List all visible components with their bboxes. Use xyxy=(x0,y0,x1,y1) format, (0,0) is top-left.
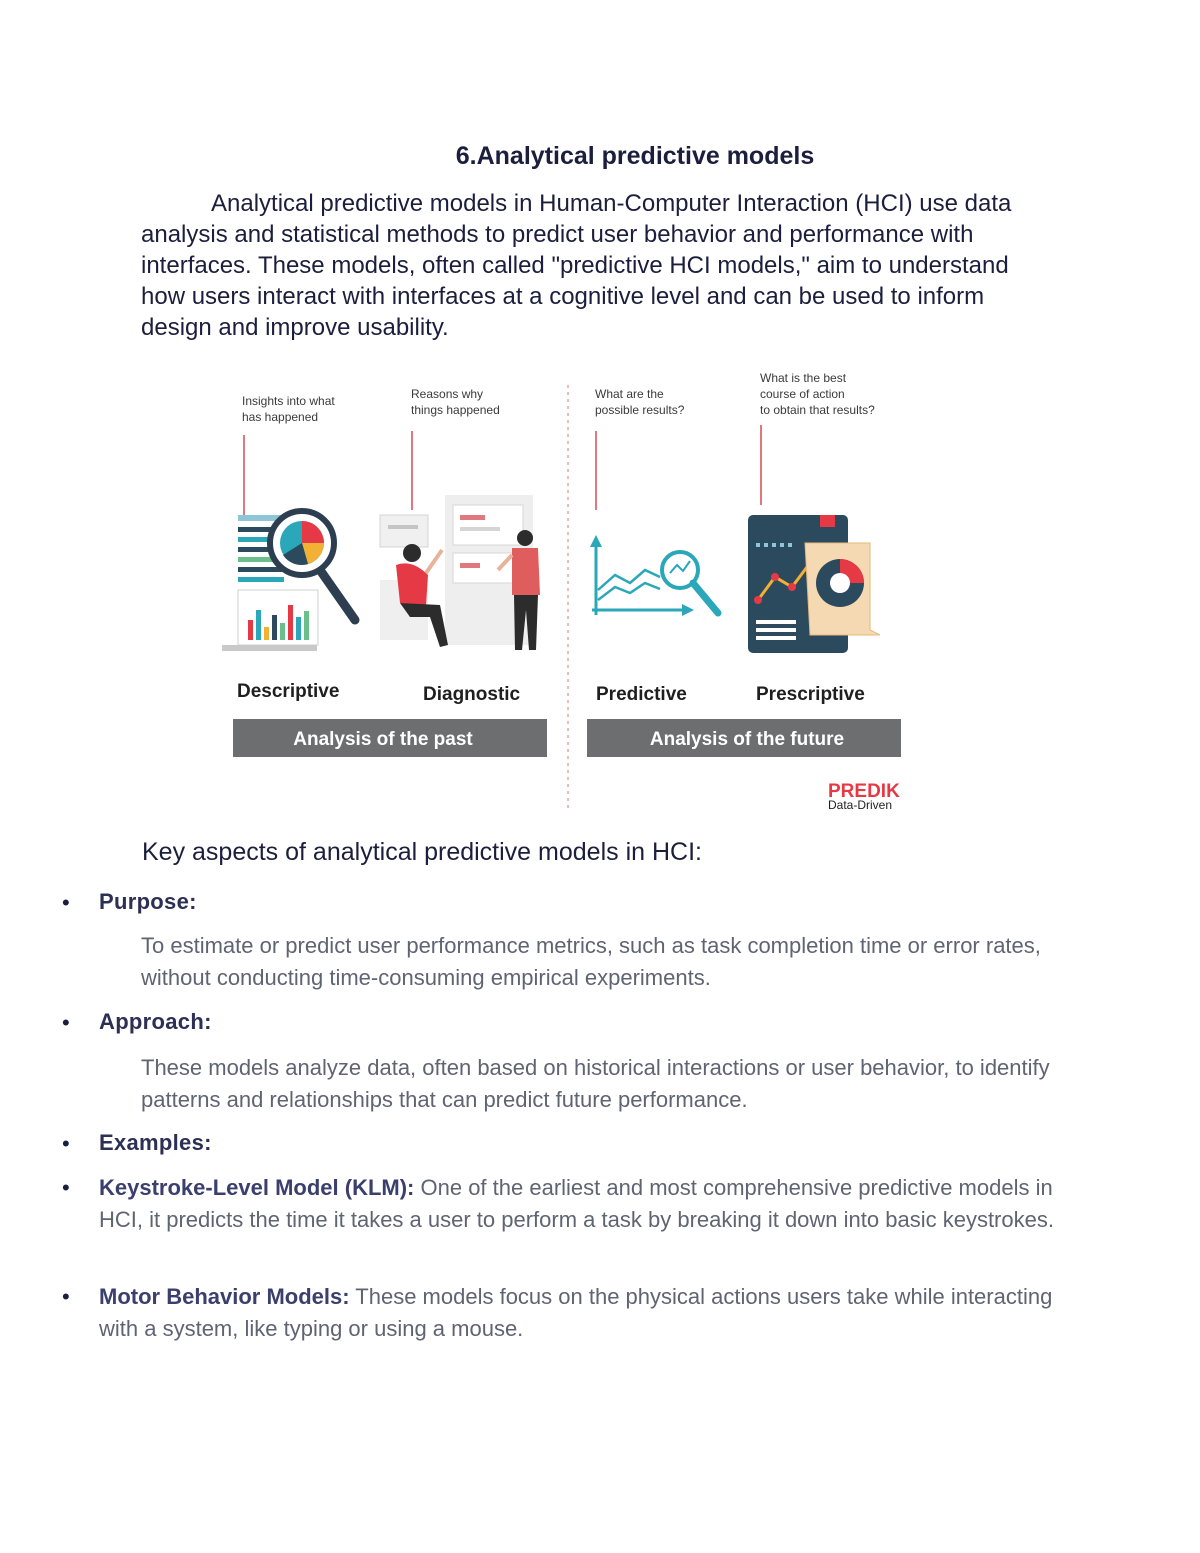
approach-text: These models analyze data, often based on historical interactions or user behavior, to identify patterns and relationships that can predict future performance. xyxy=(141,1055,1050,1112)
bullet-purpose: • xyxy=(62,890,70,915)
bar-analysis-past-label: Analysis of the past xyxy=(293,729,473,750)
caption-diagnostic-1: Reasons why xyxy=(411,387,484,401)
key-aspects-heading: Key aspects of analytical predictive models in HCI: xyxy=(142,838,702,866)
caption-descriptive-1: Insights into what xyxy=(242,394,335,408)
purpose-text: To estimate or predict user performance metrics, such as task completion time or error rates, without conducting time-consuming empirical experiments. xyxy=(141,933,1041,990)
prescriptive-illustration xyxy=(748,515,880,653)
label-diagnostic: Diagnostic xyxy=(423,684,521,705)
label-prescriptive: Prescriptive xyxy=(756,684,865,705)
caption-prescriptive-3: to obtain that results? xyxy=(760,403,875,417)
caption-descriptive-2: has happened xyxy=(242,410,319,424)
intro-text: Analytical predictive models in Human-Computer Interaction (HCI) use data analysis and statistical methods to predict user behavior and performance with interfaces. These models, often called "predictive HCI models," aim to understand how users interact with interfaces at a cognitive level and can be used to inform design and improve usability. xyxy=(141,190,1012,341)
page-title: 6.Analytical predictive models xyxy=(455,142,815,170)
bullet-examples: • xyxy=(62,1131,70,1156)
bullet-klm: • xyxy=(62,1175,70,1200)
caption-diagnostic-2: things happened xyxy=(411,403,500,417)
motor-text: These models focus on the physical actions users take while interacting with a system, like typing or using a mouse. xyxy=(99,1284,1053,1341)
caption-prescriptive-1: What is the best xyxy=(760,371,847,385)
klm-text: One of the earliest and most comprehensive predictive models in HCI, it predicts the time it takes a user to perform a task by breaking it down into basic keystrokes. xyxy=(99,1175,1054,1232)
bar-analysis-future-label: Analysis of the future xyxy=(649,729,845,750)
bullet-motor: • xyxy=(62,1284,70,1309)
label-predictive: Predictive xyxy=(596,684,687,705)
klm-label: Keystroke-Level Model (KLM): xyxy=(99,1175,415,1200)
predik-logo xyxy=(828,781,900,812)
motor-label: Motor Behavior Models: xyxy=(99,1284,350,1309)
examples-label: Examples: xyxy=(99,1130,212,1155)
analytics-types-figure xyxy=(220,365,920,815)
approach-label: Approach: xyxy=(99,1009,212,1034)
bullet-approach: • xyxy=(62,1010,70,1035)
caption-prescriptive-2: course of action xyxy=(760,387,845,401)
caption-predictive-2: possible results? xyxy=(595,403,685,417)
predictive-illustration xyxy=(590,535,718,616)
purpose-label: Purpose: xyxy=(99,889,197,914)
descriptive-illustration xyxy=(222,511,355,651)
motor-item xyxy=(99,1281,1059,1345)
intro-paragraph xyxy=(141,188,1046,343)
caption-predictive-1: What are the xyxy=(595,387,664,401)
label-descriptive: Descriptive xyxy=(237,681,340,702)
diagnostic-illustration xyxy=(380,495,540,650)
klm-item xyxy=(99,1172,1059,1236)
logo-top: PREDIK xyxy=(828,781,900,802)
logo-bottom: Data-Driven xyxy=(828,798,893,812)
